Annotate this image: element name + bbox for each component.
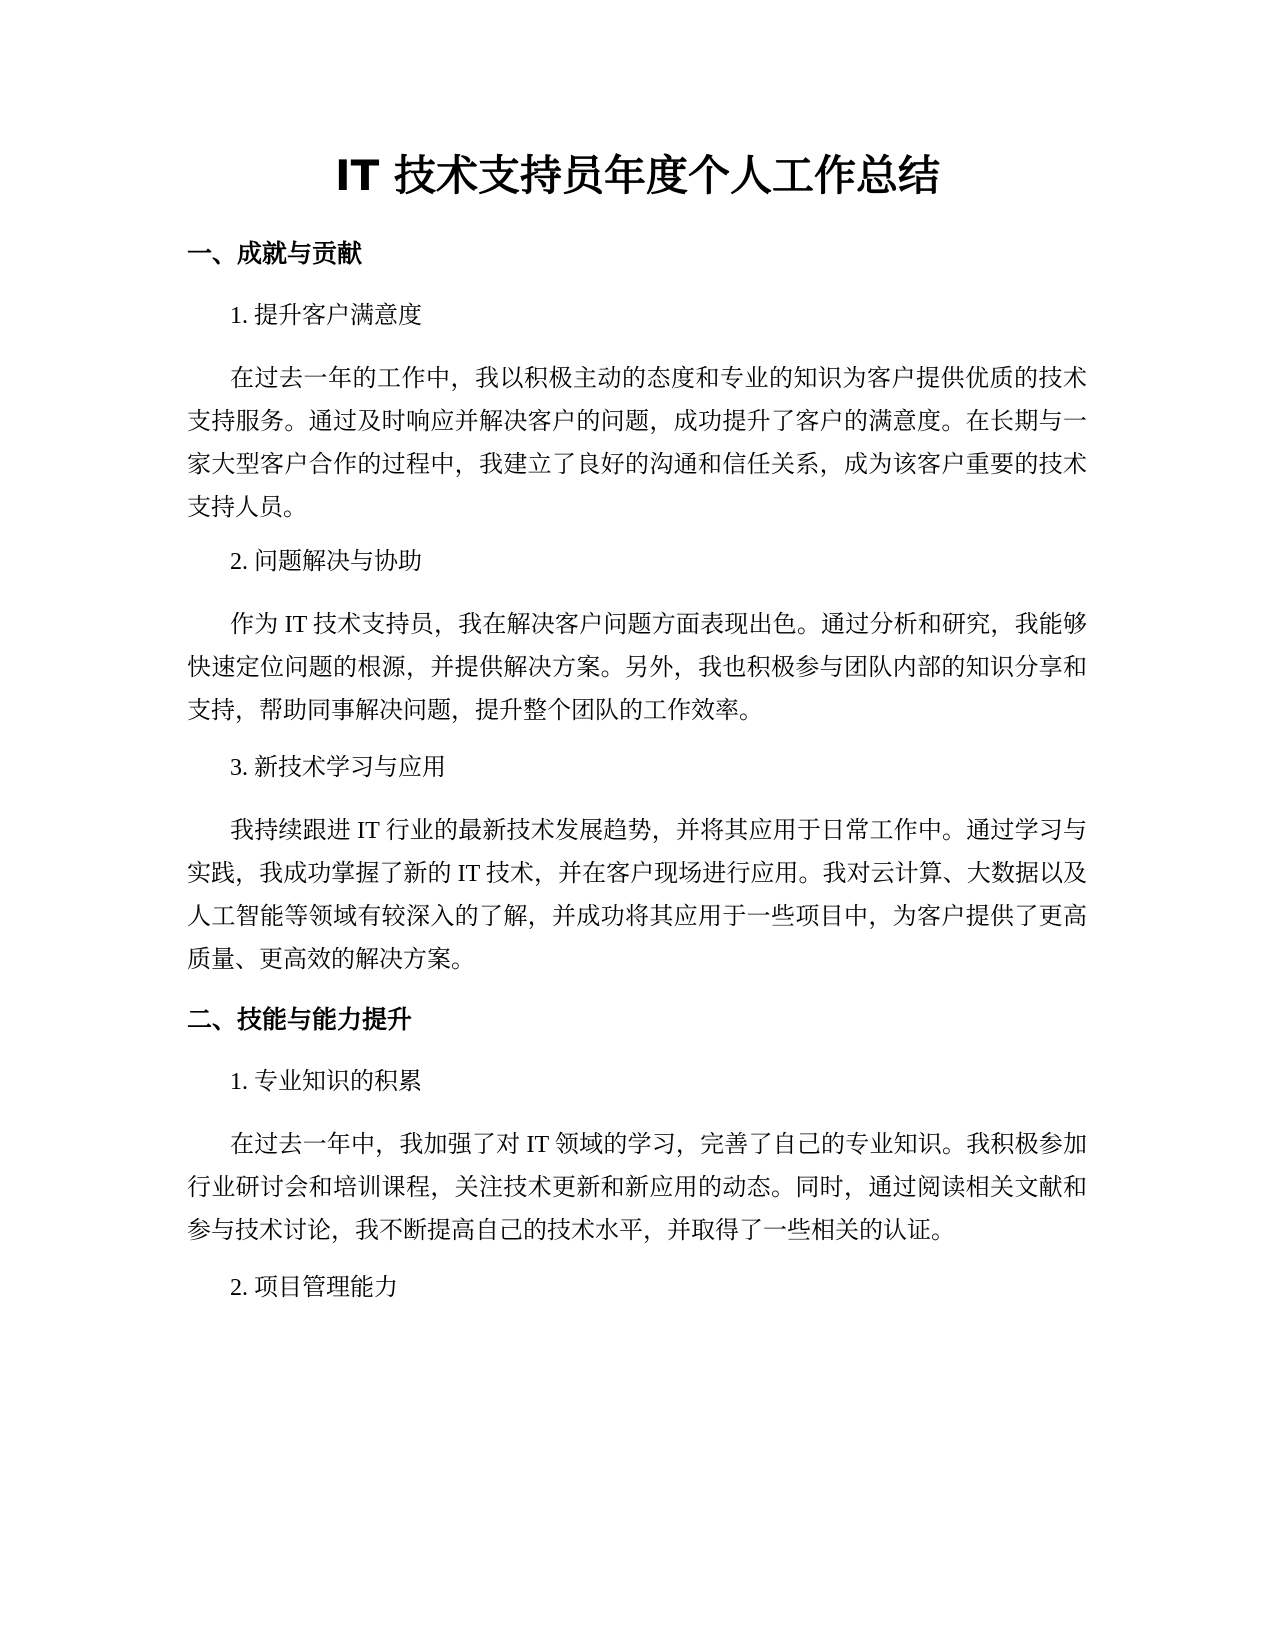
subheading-professional-knowledge: 1. 专业知识的积累 [230,1069,422,1095]
subheading-problem-solving: 2. 问题解决与协助 [230,549,422,575]
subheading-customer-satisfaction: 1. 提升客户满意度 [230,303,422,329]
paragraph-customer-satisfaction: 在过去一年的工作中，我以积极主动的态度和专业的知识为客户提供优质的技术支持服务。通过及时响应并解决客户的问题，成功提升了客户的满意度。在长期与一家大型客户合作的过程中，我建立了良好的沟通和信任关系，成为该客户重要的技术支持人员。 [187,366,1087,521]
section-heading-achievements: 一、成就与贡献 [187,239,363,268]
paragraph-problem-solving: 作为 IT 技术支持员，我在解决客户问题方面表现出色。通过分析和研究，我能够快速定位问题的根源，并提供解决方案。另外，我也积极参与团队内部的知识分享和支持，帮助同事解决问题，提升整个团队的工作效率。 [187,612,1087,724]
section-heading-skills: 二、技能与能力提升 [187,1005,413,1034]
subheading-new-technology: 3. 新技术学习与应用 [230,755,446,781]
subheading-project-management: 2. 项目管理能力 [230,1275,398,1301]
paragraph-professional-knowledge: 在过去一年中，我加强了对 IT 领域的学习，完善了自己的专业知识。我积极参加行业研讨会和培训课程，关注技术更新和新应用的动态。同时，通过阅读相关文献和参与技术讨论，我不断提高自己的技术水平，并取得了一些相关的认证。 [187,1132,1087,1244]
paragraph-new-technology: 我持续跟进 IT 行业的最新技术发展趋势，并将其应用于日常工作中。通过学习与实践，我成功掌握了新的 IT 技术，并在客户现场进行应用。我对云计算、大数据以及人工智能等领域有较深入的了解，并成功将其应用于一些项目中，为客户提供了更高质量、更高效的解决方案。 [187,818,1087,973]
document-title: IT 技术支持员年度个人工作总结 [335,151,940,200]
